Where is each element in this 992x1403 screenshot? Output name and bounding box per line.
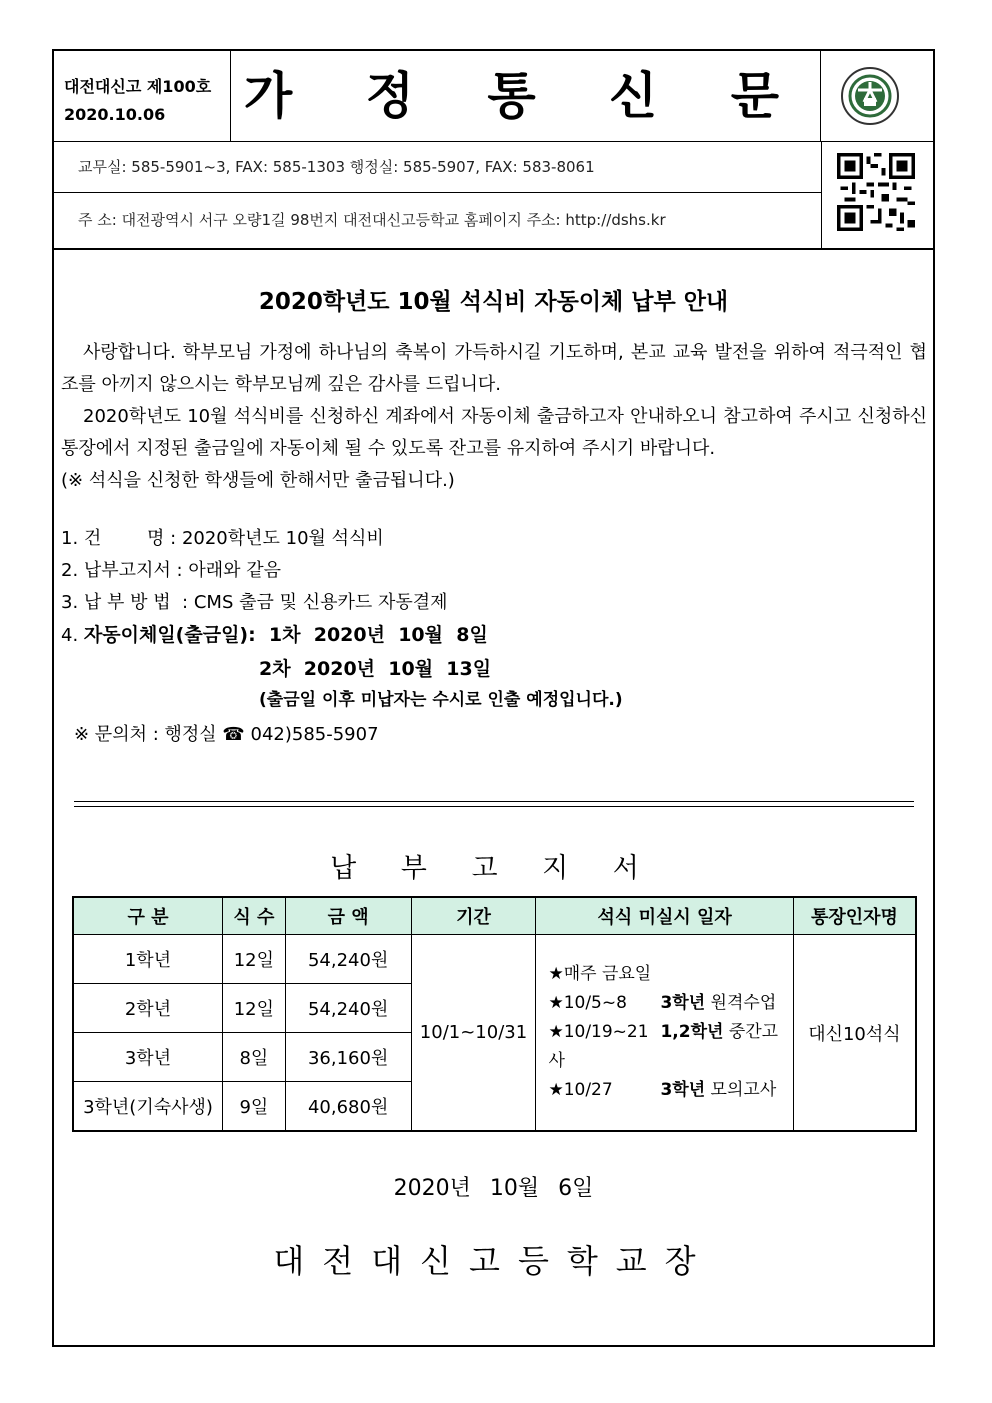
contact-phones: 교무실: 585-5901~3, FAX: 585-1303 행정실: 585-5907, FAX: 583-8061 (54, 141, 821, 193)
header-period: 기간 (411, 897, 536, 935)
note-date: ★10/27 (548, 1080, 613, 1100)
contact-address: 주 소: 대전광역시 서구 오량1길 98번지 대전대신고등학교 홈페이지 주소: http://dshs.kr (78, 211, 666, 229)
payment-paragraph: 2020학년도 10월 석식비를 신청하신 계좌에서 자동이체 출금하고자 안내하오니 참고하여 주시고 신청하신 통장에서 지정된 출금일에 자동이체 될 수 있도록 잔고를 유지하여 주시기 바랍니다. (61, 406, 927, 459)
amount-cell: 54,240원 (285, 984, 411, 1033)
meals-cell: 8일 (222, 1033, 285, 1082)
note-grade: 3학년 (660, 1080, 706, 1100)
note-event: 중간고사 (548, 1022, 779, 1071)
note-line (548, 960, 792, 989)
qr-cell (821, 141, 934, 248)
grade-cell: 2학년 (73, 984, 222, 1033)
note-date: ★10/5~8 (548, 993, 627, 1013)
note-date: ★10/19~21 (548, 1022, 649, 1042)
school-emblem-icon (840, 66, 900, 126)
header-no-meal-dates: 석식 미실시 일자 (536, 897, 793, 935)
note-line (548, 1018, 792, 1076)
header-grade: 구 분 (73, 897, 222, 935)
note-event: 모의고사 (710, 1080, 777, 1100)
transfer-date-first: 자동이체일(출금일): 1차 2020년 10월 8일 (83, 624, 488, 646)
grade-cell: 1학년 (73, 935, 222, 984)
payment-note: (※ 석식을 신청한 학생들에 한해서만 출금됩니다.) (61, 470, 455, 491)
header-amount: 금 액 (285, 897, 411, 935)
table-row (73, 935, 916, 984)
note-date: ★매주 금요일 (548, 964, 652, 984)
inquiry: ※ 문의처 : 행정실 ☎ 042)585-5907 (74, 724, 379, 745)
transfer-note: (출금일 이후 미납자는 수시로 인출 예정입니다.) (259, 690, 623, 710)
issue-date-footer: 2020년 10월 6일 (393, 1176, 594, 1201)
table-header-row (73, 897, 916, 935)
account-name-cell: 대신10석식 (793, 935, 916, 1132)
document-frame (52, 49, 935, 1347)
meals-cell: 12일 (222, 984, 285, 1033)
note-grade: 3학년 (660, 993, 706, 1013)
meals-cell: 9일 (222, 1082, 285, 1132)
item-transfer-date (61, 619, 488, 652)
note-grade: 1,2학년 (660, 1022, 724, 1042)
qr-code-icon[interactable] (837, 153, 915, 231)
header-divider (54, 248, 933, 250)
grade-cell: 3학년 (73, 1033, 222, 1082)
note-event: 원격수업 (710, 993, 777, 1013)
meals-cell: 12일 (222, 935, 285, 984)
bill-title: 납 부 고 지 서 (330, 853, 657, 884)
bill-table (72, 896, 917, 1132)
grade-cell: 3학년(기숙사생) (73, 1082, 222, 1132)
principal-signature: 대전대신고등학교장 (273, 1242, 714, 1280)
no-meal-dates-cell (536, 935, 793, 1132)
issue-date: 2020.10.06 (64, 105, 166, 124)
issue-info (54, 51, 231, 141)
header-meals: 식 수 (222, 897, 285, 935)
notice-headline: 2020학년도 10월 석식비 자동이체 납부 안내 (258, 289, 729, 315)
item-bill: 2. 납부고지서 : 아래와 같음 (61, 560, 282, 581)
note-line (548, 1076, 792, 1105)
period-cell: 10/1~10/31 (411, 935, 536, 1132)
item-method: 3. 납 부 방 법 : CMS 출금 및 신용카드 자동결제 (61, 592, 448, 613)
amount-cell: 36,160원 (285, 1033, 411, 1082)
transfer-date-second: 2차 2020년 10월 13일 (259, 658, 492, 680)
issue-number: 대전대신고 제100호 (64, 77, 212, 96)
greeting-paragraph: 사랑합니다. 학부모님 가정에 하나님의 축복이 가득하시길 기도하며, 본교 교육 발전을 위하여 적극적인 협조를 아끼지 않으시는 학부모님께 깊은 감사를 드립니다. (61, 342, 927, 395)
header-account-name: 통장인자명 (793, 897, 916, 935)
header (54, 51, 933, 142)
amount-cell: 40,680원 (285, 1082, 411, 1132)
section-separator (74, 801, 914, 807)
amount-cell: 54,240원 (285, 935, 411, 984)
item-subject: 1. 건 명 : 2020학년도 10월 석식비 (61, 528, 384, 549)
item-number: 4. (61, 625, 84, 646)
newsletter-title: 가 정 통 신 문 (231, 51, 821, 141)
note-line (548, 989, 792, 1018)
